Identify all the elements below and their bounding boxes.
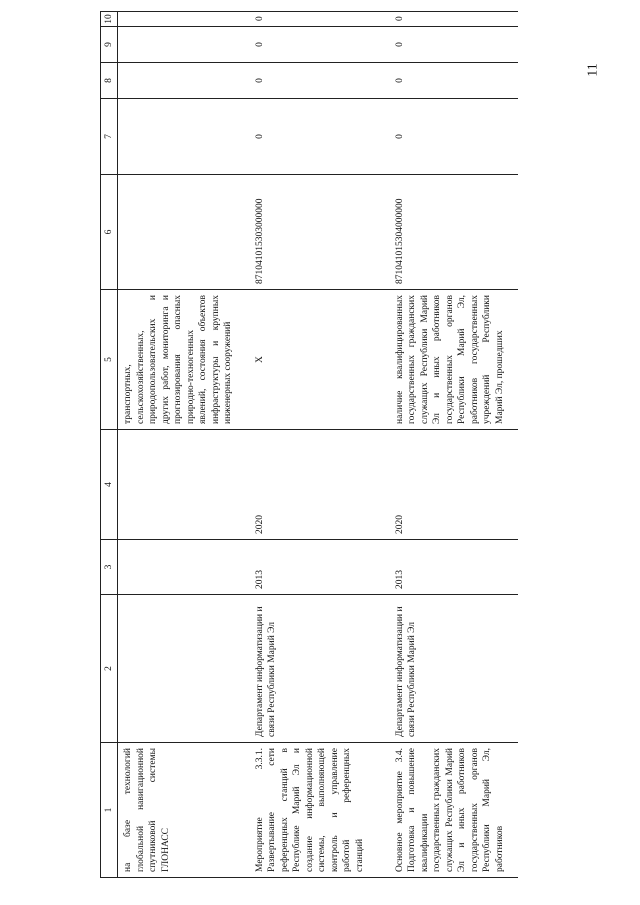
executor-cell — [118, 595, 250, 743]
measure-name-cell: на базе технологий глобальной навигационной спутниковой системы ГЛОНАСС — [118, 743, 250, 878]
header-col-9: 9 — [101, 27, 118, 63]
header-col-2: 2 — [101, 595, 118, 743]
start-year-cell — [118, 540, 250, 595]
budget-code-cell: 871041015304000000 — [390, 175, 518, 290]
header-col-7: 7 — [101, 99, 118, 175]
value-cell: 0 — [250, 27, 390, 63]
header-col-6: 6 — [101, 175, 118, 290]
table-row — [118, 12, 250, 878]
measure-name-cell: Основное мероприятие 3.4. Подготовка и повышение квалификации государственных гражданских служащих Республики Марий Эл и иных работников государственных органов Республики Марий Эл, работников — [390, 743, 518, 878]
header-col-5: 5 — [101, 290, 118, 430]
result-cell: транспортных, сельскохозяйственных, природопользовательских и других работ, мониторинга и прогнозирования опасных природно-техногенных явлений, состояния объектов инфраструктуры и крупных инженерных сооружений — [118, 290, 250, 430]
header-row — [101, 12, 118, 878]
end-year-cell — [118, 430, 250, 540]
value-cell: 0 — [390, 63, 518, 99]
header-col-10: 10 — [101, 12, 118, 27]
header-col-8: 8 — [101, 63, 118, 99]
end-year-cell: 2020 — [390, 430, 518, 540]
budget-code-cell — [118, 175, 250, 290]
value-cell — [118, 12, 250, 27]
header-col-3: 3 — [101, 540, 118, 595]
measure-name-cell: Мероприятие 3.3.1. Развертывание сети референцных станций в Республике Марий Эл и создание информационной системы, выполняющей контроль и управление работой референцных станций — [250, 743, 390, 878]
value-cell: 0 — [390, 27, 518, 63]
value-cell: 0 — [390, 12, 518, 27]
value-cell — [118, 99, 250, 175]
value-cell — [118, 27, 250, 63]
end-year-cell: 2020 — [250, 430, 390, 540]
header-col-4: 4 — [101, 430, 118, 540]
value-cell: 0 — [250, 63, 390, 99]
rotated-table-container — [100, 12, 520, 878]
table-row — [390, 12, 518, 878]
value-cell: 0 — [250, 99, 390, 175]
start-year-cell: 2013 — [250, 540, 390, 595]
value-cell: 0 — [250, 12, 390, 27]
value-cell — [118, 63, 250, 99]
page-number: 11 — [585, 63, 601, 77]
value-cell: 0 — [390, 99, 518, 175]
start-year-cell: 2013 — [390, 540, 518, 595]
table-row — [250, 12, 390, 878]
executor-cell: Департамент информатизации и связи Республики Марий Эл — [250, 595, 390, 743]
budget-code-cell: 871041015303000000 — [250, 175, 390, 290]
executor-cell: Департамент информатизации и связи Республики Марий Эл — [390, 595, 518, 743]
result-cell: наличие квалифицированных государственных гражданских служащих Республики Марий Эл и иных работников государственных органов Республики Марий Эл, работников государственных учреждений Республики Марий Эл, прошедших — [390, 290, 518, 430]
header-col-1: 1 — [101, 743, 118, 878]
result-cell: X — [250, 290, 390, 430]
program-measures-table — [100, 11, 518, 878]
